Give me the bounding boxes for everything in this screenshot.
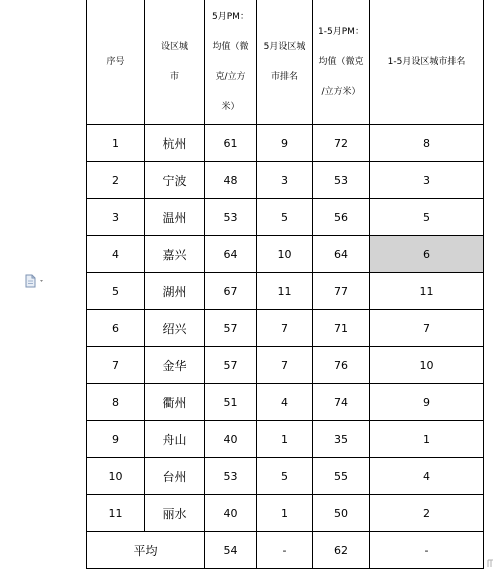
cell-jan-may-rank: 4 xyxy=(370,458,484,495)
cell-jan-may-pm: 56 xyxy=(313,199,370,236)
cell-may-rank: 7 xyxy=(257,310,313,347)
cell-index: 11 xyxy=(87,495,145,532)
average-may-rank: - xyxy=(257,532,313,569)
cell-index: 1 xyxy=(87,125,145,162)
table-row xyxy=(87,421,484,458)
cell-jan-may-rank: 10 xyxy=(370,347,484,384)
cell-index: 3 xyxy=(87,199,145,236)
cell-may-pm: 40 xyxy=(205,495,257,532)
cell-may-rank: 3 xyxy=(257,162,313,199)
header-index: 序号 xyxy=(87,0,145,125)
header-jan-may-pm xyxy=(313,0,370,125)
cell-city: 湖州 xyxy=(145,273,205,310)
cell-may-pm: 40 xyxy=(205,421,257,458)
cell-may-rank: 7 xyxy=(257,347,313,384)
header-may-pm-line-2: 均值（微 xyxy=(212,42,249,52)
cell-jan-may-pm: 71 xyxy=(313,310,370,347)
cell-city: 嘉兴 xyxy=(145,236,205,273)
header-jan-may-pm-line-1: 1-5月PM： xyxy=(318,27,364,37)
cell-may-rank: 5 xyxy=(257,458,313,495)
table-row xyxy=(87,236,484,273)
cell-may-rank: 1 xyxy=(257,421,313,458)
cell-may-pm: 57 xyxy=(205,347,257,384)
cell-city: 绍兴 xyxy=(145,310,205,347)
cell-jan-may-rank: 9 xyxy=(370,384,484,421)
table-row xyxy=(87,495,484,532)
cell-city: 丽水 xyxy=(145,495,205,532)
header-may-pm xyxy=(205,0,257,125)
header-may-pm-line-4: 米） xyxy=(221,102,240,112)
average-jan-may-rank: - xyxy=(370,532,484,569)
cell-index: 10 xyxy=(87,458,145,495)
cell-index: 7 xyxy=(87,347,145,384)
cell-index: 9 xyxy=(87,421,145,458)
header-may-pm-line-1: 5月PM： xyxy=(212,12,249,22)
cell-jan-may-pm: 64 xyxy=(313,236,370,273)
cell-city: 温州 xyxy=(145,199,205,236)
cell-city: 宁波 xyxy=(145,162,205,199)
table-row xyxy=(87,273,484,310)
table-header-row xyxy=(87,0,484,125)
cell-jan-may-pm: 72 xyxy=(313,125,370,162)
table-row xyxy=(87,162,484,199)
header-city-line-2: 市 xyxy=(169,72,179,82)
header-may-rank xyxy=(257,0,313,125)
cell-city: 台州 xyxy=(145,458,205,495)
average-may-pm: 54 xyxy=(205,532,257,569)
cell-city: 金华 xyxy=(145,347,205,384)
cell-may-pm: 67 xyxy=(205,273,257,310)
cell-jan-may-rank: 1 xyxy=(370,421,484,458)
cell-jan-may-pm: 50 xyxy=(313,495,370,532)
pm-ranking-table xyxy=(86,0,484,569)
cell-may-pm: 57 xyxy=(205,310,257,347)
cell-jan-may-rank: 3 xyxy=(370,162,484,199)
cell-jan-may-pm: 76 xyxy=(313,347,370,384)
cell-index: 6 xyxy=(87,310,145,347)
header-city-line-1: 设区城 xyxy=(160,42,188,52)
cell-may-rank: 4 xyxy=(257,384,313,421)
cell-jan-may-pm: 55 xyxy=(313,458,370,495)
table-row xyxy=(87,347,484,384)
cell-may-rank: 11 xyxy=(257,273,313,310)
cell-jan-may-rank: 7 xyxy=(370,310,484,347)
average-jan-may-pm: 62 xyxy=(313,532,370,569)
cell-jan-may-pm: 74 xyxy=(313,384,370,421)
cell-may-rank: 5 xyxy=(257,199,313,236)
cell-index: 5 xyxy=(87,273,145,310)
cell-may-rank: 10 xyxy=(257,236,313,273)
document-paste-options-icon[interactable] xyxy=(25,273,49,287)
table-row xyxy=(87,125,484,162)
cell-may-pm: 64 xyxy=(205,236,257,273)
header-jan-may-pm-line-2: 均值（微克 xyxy=(318,57,364,67)
cell-city: 舟山 xyxy=(145,421,205,458)
table-row xyxy=(87,458,484,495)
cell-city: 衢州 xyxy=(145,384,205,421)
header-city xyxy=(145,0,205,125)
cell-index: 8 xyxy=(87,384,145,421)
cell-jan-may-rank: 11 xyxy=(370,273,484,310)
table-row xyxy=(87,310,484,347)
average-label: 平均 xyxy=(87,532,205,569)
cell-may-pm: 53 xyxy=(205,199,257,236)
cell-index: 2 xyxy=(87,162,145,199)
header-may-rank-line-1: 5月设区城 xyxy=(263,42,306,52)
cell-jan-may-pm: 77 xyxy=(313,273,370,310)
table-body xyxy=(87,125,484,532)
header-may-pm-line-3: 克/立方 xyxy=(215,72,246,82)
cell-may-rank: 1 xyxy=(257,495,313,532)
table-row xyxy=(87,384,484,421)
header-may-rank-line-2: 市排名 xyxy=(270,72,298,82)
cell-city: 杭州 xyxy=(145,125,205,162)
cell-may-rank: 9 xyxy=(257,125,313,162)
cell-index: 4 xyxy=(87,236,145,273)
cell-jan-may-rank: 2 xyxy=(370,495,484,532)
cell-may-pm: 61 xyxy=(205,125,257,162)
cell-jan-may-rank: 8 xyxy=(370,125,484,162)
cell-jan-may-pm: 35 xyxy=(313,421,370,458)
paragraph-mark-icon xyxy=(487,553,495,562)
cell-jan-may-rank: 6 xyxy=(370,236,484,273)
cell-may-pm: 53 xyxy=(205,458,257,495)
table-row xyxy=(87,199,484,236)
cell-may-pm: 48 xyxy=(205,162,257,199)
cell-may-pm: 51 xyxy=(205,384,257,421)
cell-jan-may-pm: 53 xyxy=(313,162,370,199)
cell-jan-may-rank: 5 xyxy=(370,199,484,236)
header-jan-may-pm-line-3: /立方米） xyxy=(321,87,361,97)
header-jan-may-rank: 1-5月设区城市排名 xyxy=(370,0,484,125)
